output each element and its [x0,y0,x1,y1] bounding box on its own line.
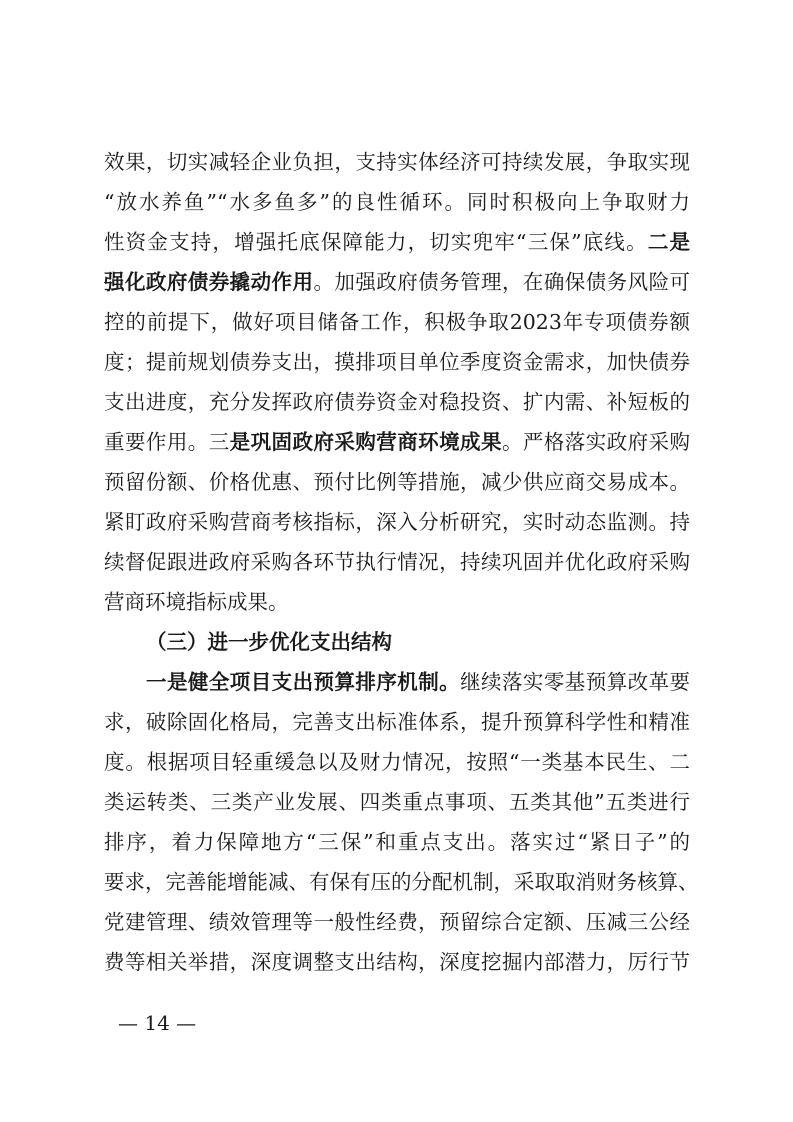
bold-phrase: 二是 [647,230,690,254]
text-line-19: 要求，完善能增能减、有保有压的分配机制，采取取消财务核算、 [104,870,699,894]
text-line-5: 控的前提下，做好项目储备工作，积极争取2023年专项债券额 [104,310,690,334]
text-line-16: 度。根据项目轻重缓急以及财力情况，按照“一类基本民生、二 [104,750,690,774]
section-heading: （三）进一步优化支出结构 [146,630,392,654]
text-line-9: 预留份额、价格优惠、预付比例等措施，减少供应商交易成本。 [104,470,690,494]
text-line-4: 强化政府债券撬动作用。加强政府债务管理，在确保债务风险可 [104,270,691,294]
text-line-14: 一是健全项目支出预算排序机制。继续落实零基预算改革要 [146,670,691,694]
text-line-8: 重要作用。三是巩固政府采购营商环境成果。严格落实政府采购 [104,430,691,454]
text-line-1: 效果，切实减轻企业负担，支持实体经济可持续发展，争取实现 [104,150,690,174]
text-line-10: 紧盯政府采购营商考核指标，深入分析研究，实时动态监测。持 [104,510,690,534]
text-line-7: 支出进度，充分发挥政府债券资金对稳投资、扩内需、补短板的 [104,390,690,414]
text-line-12: 营商环境指标成果。 [104,590,289,614]
text-line-15: 求，破除固化格局，完善支出标准体系，提升预算科学性和精准 [104,710,690,734]
text-line-18: 排序，着力保障地方“三保”和重点支出。落实过“紧日子”的 [104,830,690,854]
text-line-3: 性资金支持，增强托底保障能力，切实兜牢“三保”底线。二是 [104,230,690,254]
text-line-6: 度；提前规划债券支出，摸排项目单位季度资金需求，加快债券 [104,350,690,374]
bold-phrase: 一是健全项目支出预算排序机制。 [146,670,461,694]
page-number: — 14 — [118,1011,197,1035]
bold-phrase: 强化政府债券撬动作用 [104,270,314,294]
bold-phrase: 是巩固政府采购营商环境成果 [229,430,502,454]
text-line-11: 续督促跟进政府采购各环节执行情况，持续巩固并优化政府采购 [104,550,690,574]
text-line-20: 党建管理、绩效管理等一般性经费，预留综合定额、压减三公经 [104,910,690,934]
text-line-21: 费等相关举措，深度调整支出结构，深度挖掘内部潜力，厉行节 [104,950,690,974]
text-line-17: 类运转类、三类产业发展、四类重点事项、五类其他”五类进行 [104,790,690,814]
text-line-2: “放水养鱼”“水多鱼多”的良性循环。同时积极向上争取财力 [104,190,690,214]
